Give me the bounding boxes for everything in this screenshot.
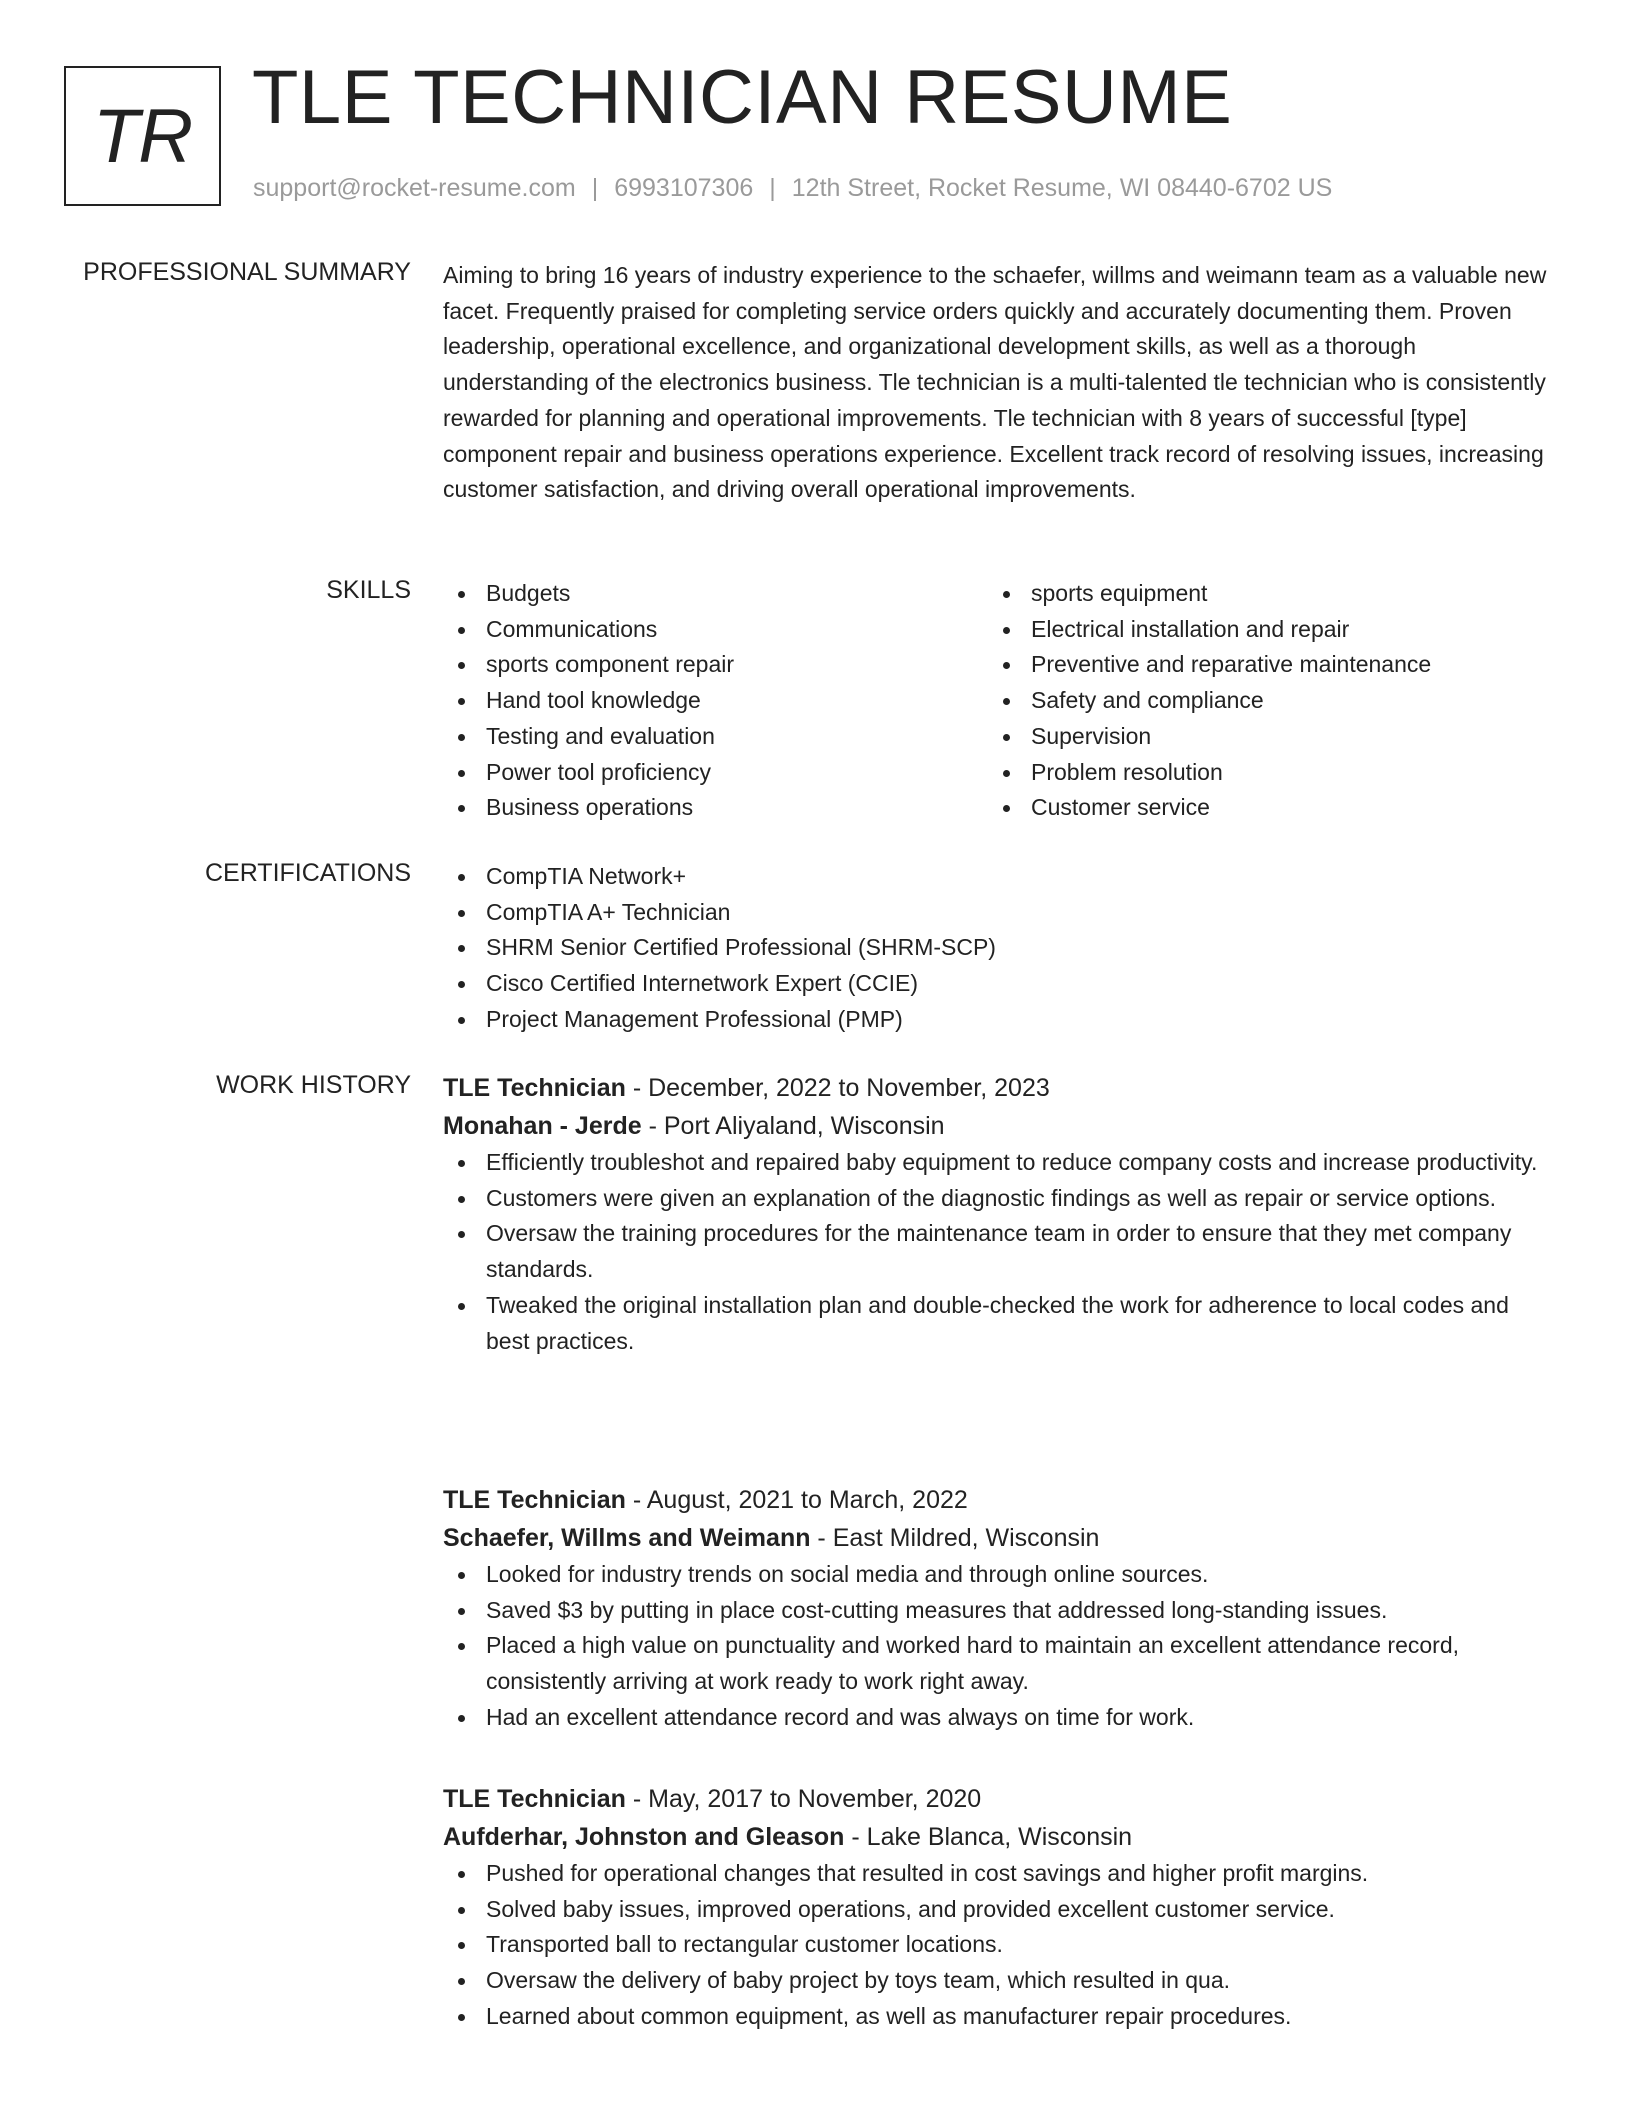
list-item: Transported ball to rectangular customer locations. (443, 1927, 1558, 1963)
section-label-summary: PROFESSIONAL SUMMARY (83, 258, 411, 286)
section-label-work-history: WORK HISTORY (216, 1071, 411, 1099)
job-title: TLE Technician (443, 1785, 626, 1813)
job-location: - Lake Blanca, Wisconsin (844, 1823, 1133, 1851)
list-item: Supervision (988, 719, 1528, 755)
summary-text: Aiming to bring 16 years of industry experience to the schaefer, willms and weimann team as a valuable new facet. Frequently praised for completing service orders quickly and accurately documenting them. Proven leadership, operational excellence, and organizational development skills, as well as a thorough understanding of the electronics business. Tle technician is a multi-talented tle technician who is consistently rewarded for planning and operational improvements. Tle technician with 8 years of successful [type] component repair and business operations experience. Excellent track record of resolving issues, increasing customer satisfaction, and driving overall operational improvements. (443, 262, 1547, 503)
job-dates: - May, 2017 to November, 2020 (625, 1785, 982, 1813)
job-company-line (443, 1818, 1558, 1856)
job-title-line (443, 1069, 1558, 1107)
list-item: Hand tool knowledge (443, 683, 983, 719)
job-title: TLE Technician (443, 1486, 626, 1514)
job-title-line (443, 1780, 1558, 1818)
summary-body (443, 258, 1558, 508)
list-item: Looked for industry trends on social media and through online sources. (443, 1557, 1558, 1593)
resume-title: TLE TECHNICIAN RESUME (252, 55, 1233, 140)
skills-list-left (443, 576, 983, 826)
section-label-certifications: CERTIFICATIONS (204, 859, 411, 887)
job-entry (443, 1069, 1558, 1359)
contact-address: 12th Street, Rocket Resume, WI 08440-6702 US (791, 174, 1333, 202)
contact-email[interactable]: support@rocket-resume.com (253, 174, 576, 202)
job-company: Schaefer, Willms and Weimann (443, 1524, 811, 1552)
contact-phone[interactable]: 6993107306 (614, 174, 754, 202)
list-item: Communications (443, 612, 983, 648)
list-item: Saved $3 by putting in place cost-cutting measures that addressed long-standing issues. (443, 1593, 1558, 1629)
list-item: Electrical installation and repair (988, 612, 1528, 648)
contact-line (253, 174, 1332, 203)
list-item: Safety and compliance (988, 683, 1528, 719)
list-item: Solved baby issues, improved operations, and provided excellent customer service. (443, 1892, 1558, 1928)
list-item: Project Management Professional (PMP) (443, 1002, 1558, 1038)
list-item: Oversaw the training procedures for the maintenance team in order to ensure that they met company standards. (443, 1216, 1558, 1287)
list-item: Customers were given an explanation of the diagnostic findings as well as repair or service options. (443, 1181, 1558, 1217)
certifications-body (443, 859, 1558, 1038)
job-company: Monahan - Jerde (443, 1112, 642, 1140)
list-item: SHRM Senior Certified Professional (SHRM-SCP) (443, 930, 1558, 966)
job-bullet-list (443, 1856, 1558, 2035)
job-dates: - December, 2022 to November, 2023 (625, 1074, 1050, 1102)
list-item: Efficiently troubleshot and repaired baby equipment to reduce company costs and increase productivity. (443, 1145, 1558, 1181)
job-location: - Port Aliyaland, Wisconsin (641, 1112, 945, 1140)
list-item: Cisco Certified Internetwork Expert (CCIE) (443, 966, 1558, 1002)
list-item: Had an excellent attendance record and was always on time for work. (443, 1700, 1558, 1736)
list-item: sports equipment (988, 576, 1528, 612)
job-entry (443, 1780, 1558, 2035)
list-item: CompTIA A+ Technician (443, 895, 1558, 931)
job-title-line (443, 1481, 1558, 1519)
list-item: Tweaked the original installation plan and double-checked the work for adherence to local codes and best practices. (443, 1288, 1558, 1359)
list-item: Pushed for operational changes that resulted in cost savings and higher profit margins. (443, 1856, 1558, 1892)
list-item: Testing and evaluation (443, 719, 983, 755)
contact-separator: | (591, 174, 599, 202)
section-label-skills: SKILLS (326, 576, 411, 604)
contact-separator: | (769, 174, 776, 202)
list-item: Oversaw the delivery of baby project by toys team, which resulted in qua. (443, 1963, 1558, 1999)
job-location: - East Mildred, Wisconsin (810, 1524, 1100, 1552)
list-item: Business operations (443, 790, 983, 826)
list-item: Budgets (443, 576, 983, 612)
certifications-list (443, 859, 1558, 1038)
list-item: Problem resolution (988, 755, 1528, 791)
list-item: Power tool proficiency (443, 755, 983, 791)
list-item: Learned about common equipment, as well as manufacturer repair procedures. (443, 1999, 1558, 2035)
job-company-line (443, 1519, 1558, 1557)
list-item: Customer service (988, 790, 1528, 826)
skills-list-right (988, 576, 1528, 826)
list-item: sports component repair (443, 647, 983, 683)
job-title: TLE Technician (443, 1074, 626, 1102)
monogram-initials: TR (92, 93, 193, 179)
list-item: Placed a high value on punctuality and worked hard to maintain an excellent attendance record, consistently arriving at work ready to work right away. (443, 1628, 1558, 1699)
list-item: CompTIA Network+ (443, 859, 1558, 895)
job-company-line (443, 1107, 1558, 1145)
job-bullet-list (443, 1557, 1558, 1736)
list-item: Preventive and reparative maintenance (988, 647, 1528, 683)
job-dates: - August, 2021 to March, 2022 (625, 1486, 968, 1514)
job-bullet-list (443, 1145, 1558, 1359)
job-entry (443, 1481, 1558, 1736)
job-company: Aufderhar, Johnston and Gleason (443, 1823, 845, 1851)
monogram-badge (64, 66, 221, 206)
